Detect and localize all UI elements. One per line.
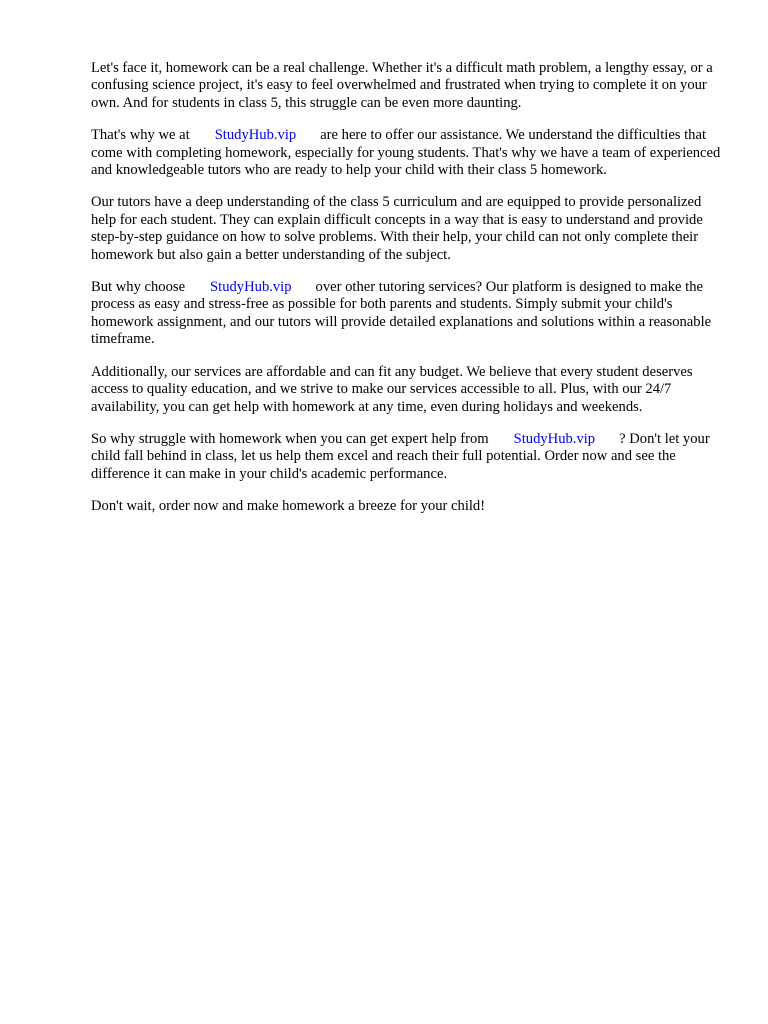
tutors-paragraph xyxy=(91,194,723,264)
affordable-paragraph xyxy=(91,364,723,416)
paragraph-text: over other tutoring services? Our platform is designed to make the process as easy and stress-free as possible for both parents and students. Simply submit your child's homework assignment, and our tutors will provide detailed explanations and solutions within a reasonable timeframe. xyxy=(91,279,712,348)
studyhub-link[interactable]: StudyHub.vip xyxy=(214,127,297,144)
paragraph-text: are here to offer our assistance. We understand the difficulties that come with completing homework, especially for young students. That's why we have a team of experienced and knowledgeable tutors who are ready to help your child with their class 5 homework. xyxy=(91,127,721,179)
closing-paragraph xyxy=(91,498,723,515)
expert-help-paragraph xyxy=(91,431,723,483)
paragraph-text: Let's face it, homework can be a real challenge. Whether it's a difficult math problem, a lengthy essay, or a confusing science project, it's easy to feel overwhelmed and frustrated when trying to complete it on your own. And for students in class 5, this struggle can be even more daunting. xyxy=(91,60,713,111)
studyhub-link[interactable]: StudyHub.vip xyxy=(210,279,292,296)
paragraph-text: Our tutors have a deep understanding of the class 5 curriculum and are equipped to provide personalized help for each student. They can explain difficult concepts in a way that is easy to understand and provide step-by-step guidance on how to solve problems. With their help, your child can not only complete their homework but also gain a better understanding of the subject. xyxy=(91,194,703,263)
intro-paragraph xyxy=(91,60,723,112)
paragraph-text: Don't wait, order now and make homework a breeze for your child! xyxy=(91,498,486,515)
paragraph-text: ? Don't let your child fall behind in class, let us help them excel and reach their full potential. Order now and see the difference it can make in your child's academic performance. xyxy=(91,430,710,482)
studyhub-link[interactable]: StudyHub.vip xyxy=(513,430,596,447)
paragraph-text: Additionally, our services are affordable and can fit any budget. We believe that every student deserves access to quality education, and we strive to make our services accessible to all. Plus, with our 24/7 availability, you can get help with homework at any time, even during holidays and weekends. xyxy=(91,363,693,415)
paragraph-text: So why struggle with homework when you can get expert help from xyxy=(91,430,489,447)
offer-paragraph xyxy=(91,127,723,179)
document-body xyxy=(91,60,723,531)
paragraph-text: That's why we at xyxy=(91,127,190,144)
paragraph-text: But why choose xyxy=(91,279,186,296)
why-choose-paragraph xyxy=(91,279,723,349)
